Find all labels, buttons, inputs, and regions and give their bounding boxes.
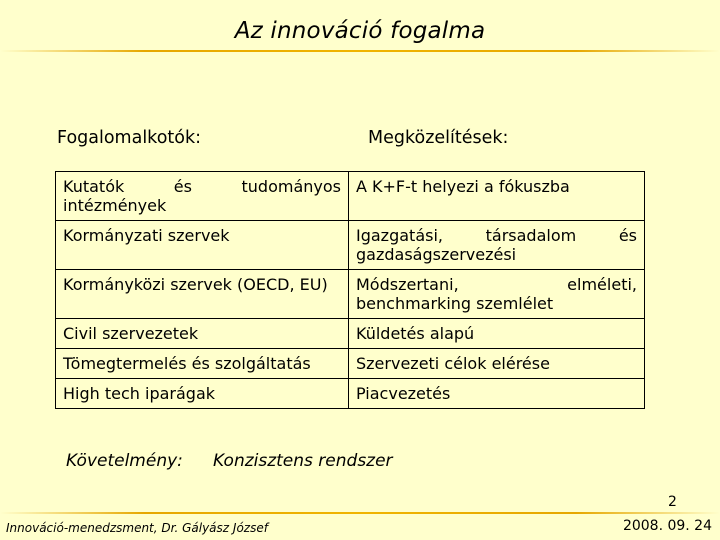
- table-row: [56, 349, 645, 379]
- table-row: [56, 379, 645, 409]
- table-row: [56, 270, 645, 319]
- table-cell-actor: Kutatók és tudományos intézmények: [56, 172, 349, 221]
- table-cell-actor: Tömegtermelés és szolgáltatás: [56, 349, 349, 379]
- footer-author: Innováció-menedzsment, Dr. Gályász József: [6, 521, 268, 535]
- table-cell-actor: Kormányközi szervek (OECD, EU): [56, 270, 349, 319]
- column-heading-approaches: Megközelítések:: [368, 128, 509, 148]
- requirement-value: Konzisztens rendszer: [213, 451, 393, 471]
- table-cell-actor: Civil szervezetek: [56, 319, 349, 349]
- table-cell-approach: Igazgatási, társadalom és gazdaságszervezési: [349, 221, 645, 270]
- table-row: [56, 221, 645, 270]
- footer-date: 2008. 09. 24: [622, 518, 712, 534]
- table-cell-approach: Piacvezetés: [349, 379, 645, 409]
- table-cell-approach: Küldetés alapú: [349, 319, 645, 349]
- table-cell-approach: A K+F-t helyezi a fókuszba: [349, 172, 645, 221]
- actors-approaches-table: [55, 171, 645, 409]
- slide-title: Az innováció fogalma: [234, 18, 486, 44]
- table-cell-actor: High tech iparágak: [56, 379, 349, 409]
- table-cell-approach: Módszertani, elméleti, benchmarking szemlélet: [349, 270, 645, 319]
- title-divider: [0, 50, 720, 52]
- column-heading-actors: Fogalomalkotók:: [57, 128, 201, 148]
- table-cell-approach: Szervezeti célok elérése: [349, 349, 645, 379]
- footer-divider: [0, 512, 720, 514]
- table-cell-actor: Kormányzati szervek: [56, 221, 349, 270]
- requirement-label: Követelmény:: [66, 451, 183, 471]
- table-row: [56, 319, 645, 349]
- page-number: 2: [668, 494, 677, 510]
- table-row: [56, 172, 645, 221]
